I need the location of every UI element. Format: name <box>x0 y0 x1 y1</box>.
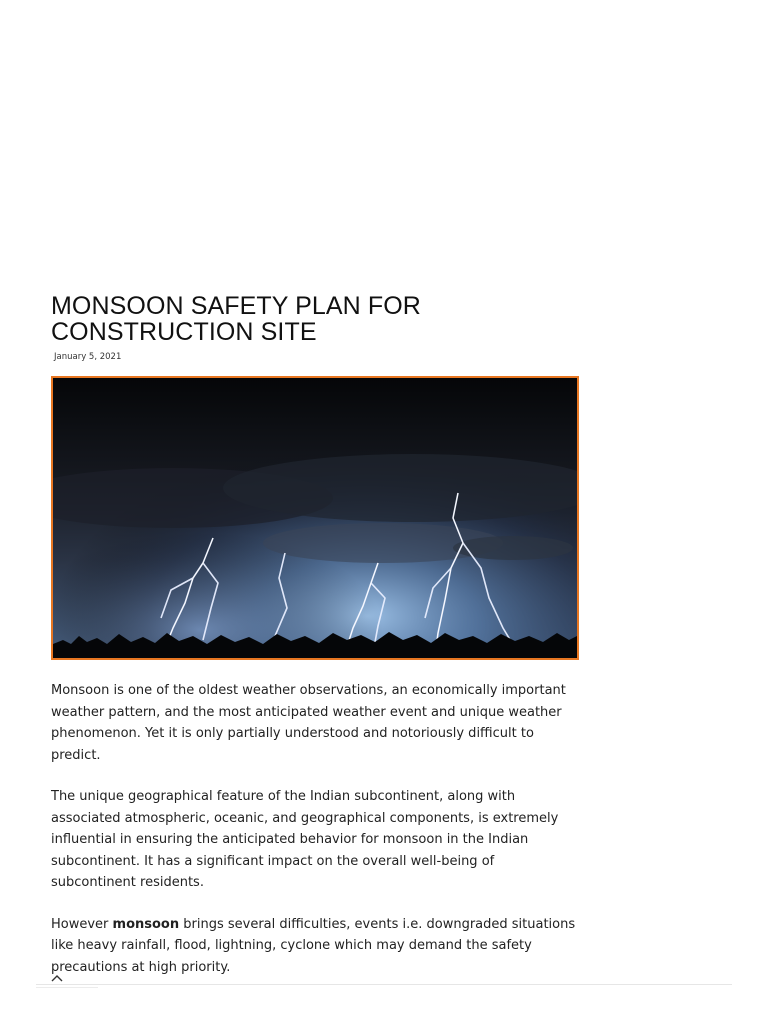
bold-keyword: monsoon <box>112 916 180 932</box>
paragraph: The unique geographical feature of the Indian subcontinent, along with associated atmospheric, oceanic, and geographical components, is extremely influential in ensuring the anticipated behavior for monsoon in the Indian subcontinent. It has a significant impact on the overall well-being of subcontinent residents. <box>51 789 559 890</box>
page-title: MONSOON SAFETY PLAN FOR CONSTRUCTION SITE <box>51 292 421 346</box>
chevron-up-icon <box>51 974 63 982</box>
article <box>51 293 579 998</box>
paragraph: Monsoon is one of the oldest weather observations, an economically important weather pattern, and the most anticipated weather event and unique weather phenomenon. Yet it is only partially understood and notoriously difficult to predict. <box>51 683 566 763</box>
paragraph <box>51 914 579 979</box>
scroll-to-top-button[interactable] <box>46 968 68 988</box>
post-date: January 5, 2021 <box>54 352 122 362</box>
footer-divider-accent <box>36 987 98 988</box>
article-body <box>51 680 579 978</box>
footer-divider <box>36 984 732 985</box>
paragraph-text: However <box>51 916 113 932</box>
featured-image-lightning-storm <box>51 376 579 660</box>
paragraph-text: brings several difficulties, events i.e. downgraded situations like heavy rainfall, flood, lightning, cyclone which may demand the safety precautions at high priority. <box>51 916 576 975</box>
